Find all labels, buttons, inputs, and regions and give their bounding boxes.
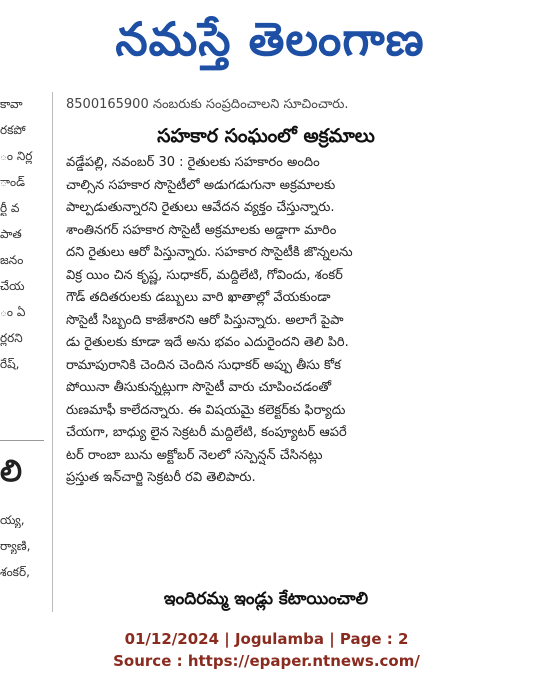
column-divider: [52, 92, 53, 612]
left-headline-fragment: లి: [0, 454, 22, 489]
article-line: సొసైటీ సిబ్బంది కాజేశారని ఆరో పిస్తున్నారు. అలాగే పైపా: [66, 312, 344, 328]
article-line: దని రైతులు ఆరో పిస్తున్నారు. సహకార సొసైటీకి జొన్నలను: [66, 245, 353, 260]
left-fragment: రకపో: [0, 123, 26, 137]
left-fragment: పాత: [0, 227, 22, 241]
article-line: చాల్సిన సహకార సొసైటీలో అడుగడుగునా అక్రమాలకు: [66, 177, 336, 193]
masthead: [0, 0, 533, 80]
left-fragment: శంకర్,: [0, 565, 30, 579]
article-line: టర్ రాంబా బును అక్టోబర్ నెలలో సస్పెన్షన్ చేసినట్లు: [66, 447, 323, 463]
article-line: రుణమాఫీ కాలేదన్నారు. ఈ విషయమై కలెక్టర్‌కు ఫిర్యాదు: [66, 402, 346, 418]
left-fragment: ర్యాణి,: [0, 539, 31, 553]
left-column-rule: [0, 440, 44, 441]
left-fragment: ం ఏ: [0, 305, 26, 319]
left-fragment: ర్లరని: [0, 331, 23, 345]
source-footer: [0, 628, 533, 672]
article-headline: సహకార సంఘంలో అక్రమాలు: [157, 125, 375, 147]
article-line: చేయగా, బాధ్యు లైన సెక్రటరీ మద్దిలేటి, కంప్యూటర్ ఆపరే: [66, 425, 347, 440]
left-fragment: ం నిర్ల: [0, 149, 33, 163]
article-line: రామాపురానికి చెందిన చెందిన సుధాకర్ అప్పు తీసు కోక: [66, 357, 341, 373]
left-fragment: రేష్,: [0, 357, 20, 371]
article-line: గౌడ్ తదితరులకు డబ్బులు వారి ఖాతాల్లో వేయకుండా: [66, 290, 331, 305]
left-fragment: ర్టీ వ: [0, 201, 20, 215]
article-line: ప్రస్తుత ఇన్‌చార్జి సెక్రటరీ రవి తెలిపారు.: [66, 470, 256, 485]
next-article-headline: ఇందిరమ్మ ఇండ్లు కేటాయించాలి: [163, 589, 369, 609]
left-fragment: జనం: [0, 253, 24, 267]
source-link[interactable]: Source : https://epaper.ntnews.com/: [113, 652, 420, 670]
left-fragment: కావా: [0, 97, 23, 111]
newspaper-logo: నమస్తే తెలంగాణ: [115, 12, 425, 66]
article-line: పోయినా తీసుకున్నట్లుగా సొసైటీ వారు చూపించడంతో: [66, 380, 332, 395]
left-column-fragments: [0, 92, 40, 612]
left-fragment: య్య,: [0, 513, 25, 527]
article-line: వడ్డేపల్లి, నవంబర్ 30 : రైతులకు సహకారం అందిం: [66, 155, 320, 170]
article-line: పాల్పడుతున్నారని రైతులు ఆవేదన వ్యక్తం చేస్తున్నారు.: [66, 200, 335, 215]
article-line: డు రైతులకు కూడా ఇదే అను భవం ఎదురైందని తెలి పిరి.: [66, 335, 349, 350]
article-line: విక్ర యిం చిన కృష్ణ, సుధాకర్, మద్దిలేటి, గోవిందు, శంకర్: [66, 267, 343, 283]
left-fragment: చేయ: [0, 279, 25, 293]
article-body: [66, 152, 466, 490]
left-fragment: ాండ్: [0, 175, 26, 189]
article-line: శాంతినగర్ సహకార సొసైటీ అక్రమాలకు అడ్డాగా మారిం: [66, 222, 337, 238]
edition-info: 01/12/2024 | Jogulamba | Page : 2: [124, 630, 409, 648]
previous-article-last-line: 8500165900 నంబరుకు సంప్రదించాలని సూచించారు.: [66, 97, 349, 112]
